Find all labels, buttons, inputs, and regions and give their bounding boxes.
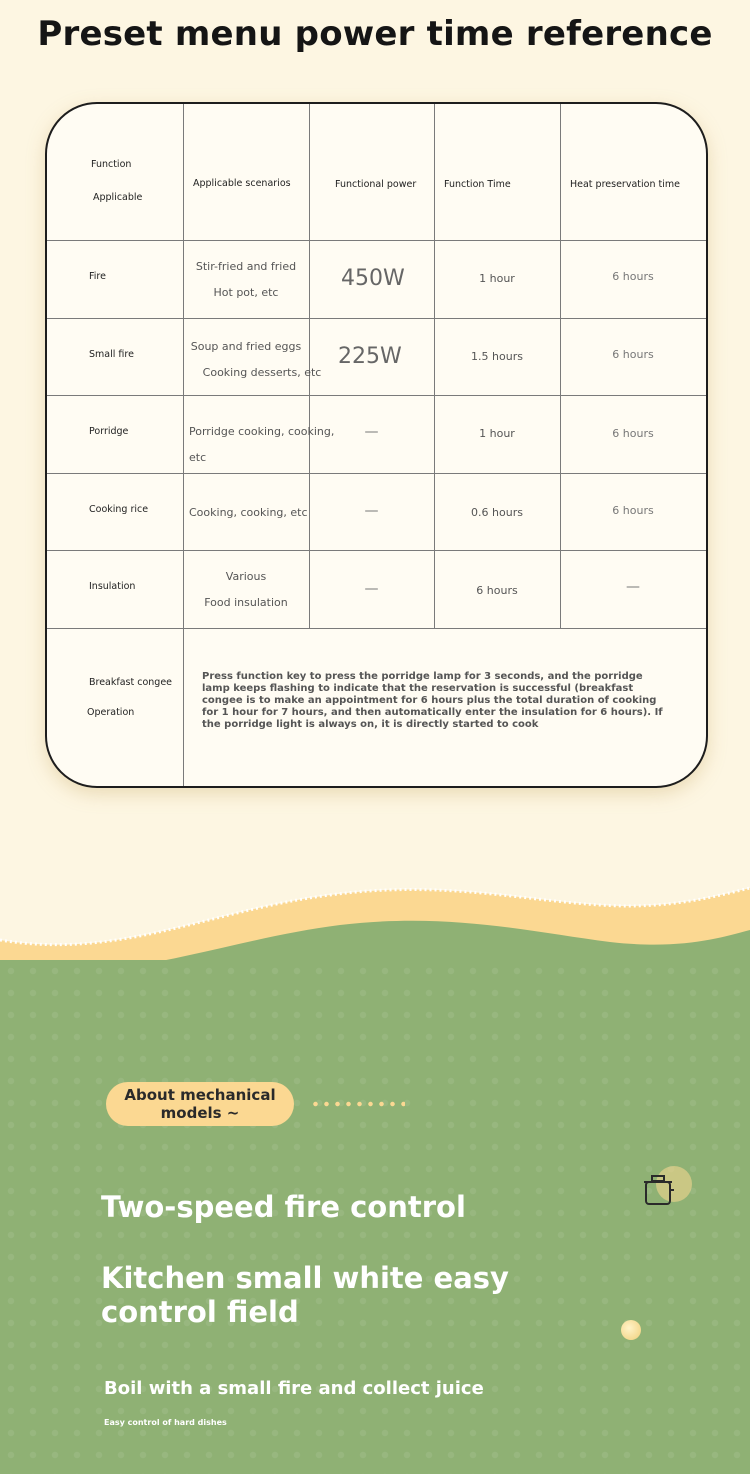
scenario-line: Cooking desserts, etc <box>202 366 322 379</box>
header-time: Function Time <box>444 179 511 190</box>
row-label-small-fire: Small fire <box>89 349 134 360</box>
heading-kitchen: Kitchen small white easy control field <box>101 1261 509 1329</box>
power-value: 225W <box>338 344 402 369</box>
table-divider <box>47 395 706 396</box>
op-label: Operation <box>87 707 135 718</box>
scenario-line: Soup and fried eggs <box>190 340 302 353</box>
power-value: — <box>364 503 379 519</box>
power-time-table <box>45 102 708 788</box>
orb-icon <box>621 1320 641 1340</box>
table-divider <box>47 240 706 241</box>
row-label-fire: Fire <box>89 271 106 282</box>
hold-time: — <box>626 579 640 595</box>
row-label-porridge: Porridge <box>89 426 129 437</box>
scenario-line: Hot pot, etc <box>213 286 279 299</box>
row-label-cooking-rice: Cooking rice <box>89 504 149 515</box>
header-function: Function <box>91 159 132 170</box>
scenario-line: Cooking, cooking, etc <box>189 506 308 519</box>
subheading-boil: Boil with a small fire and collect juice <box>104 1378 484 1399</box>
op-label: Breakfast congee <box>89 677 173 688</box>
hold-time: 6 hours <box>612 504 654 517</box>
power-value: — <box>364 581 379 597</box>
scenario-line: Stir-fried and fried <box>195 260 297 273</box>
function-time: 0.6 hours <box>471 506 523 519</box>
function-time: 6 hours <box>476 584 518 597</box>
row-label-insulation: Insulation <box>89 581 136 592</box>
scenario-line: Food insulation <box>204 596 288 609</box>
table-divider <box>47 473 706 474</box>
operation-note: Press function key to press the porridge lamp for 3 seconds, and the porridge lamp keeps flashing to indicate that the reservation is successful (breakfast congee is to make an appointment for 6 hours plus the total duration of cooking for 1 hour for 7 hours, and then automatically enter the insulation for 6 hours). If the porridge light is always on, it is directly started to cook <box>202 671 663 730</box>
header-applicable: Applicable <box>93 192 143 203</box>
table-divider <box>47 550 706 551</box>
table-divider <box>47 628 706 629</box>
mechanical-models-badge: About mechanical models ~ <box>106 1082 294 1126</box>
subheading-easy: Easy control of hard dishes <box>104 1418 227 1427</box>
heading-two-speed: Two-speed fire control <box>101 1190 466 1224</box>
dotted-line <box>310 1101 405 1107</box>
scenario-line: Porridge cooking, cooking, etc <box>189 425 335 464</box>
header-hold: Heat preservation time <box>570 179 680 190</box>
table-divider <box>47 318 706 319</box>
function-time: 1.5 hours <box>471 350 523 363</box>
table-divider <box>183 104 184 786</box>
hold-time: 6 hours <box>612 348 654 361</box>
power-value: 450W <box>341 266 405 291</box>
scenario-line: Various <box>225 570 267 583</box>
hold-time: 6 hours <box>612 270 654 283</box>
power-value: — <box>364 424 379 440</box>
page-title: Preset menu power time reference <box>37 14 713 54</box>
function-time: 1 hour <box>479 272 515 285</box>
function-time: 1 hour <box>479 427 515 440</box>
header-power: Functional power <box>335 179 417 190</box>
hold-time: 6 hours <box>612 427 654 440</box>
header-scenarios: Applicable scenarios <box>193 178 291 189</box>
